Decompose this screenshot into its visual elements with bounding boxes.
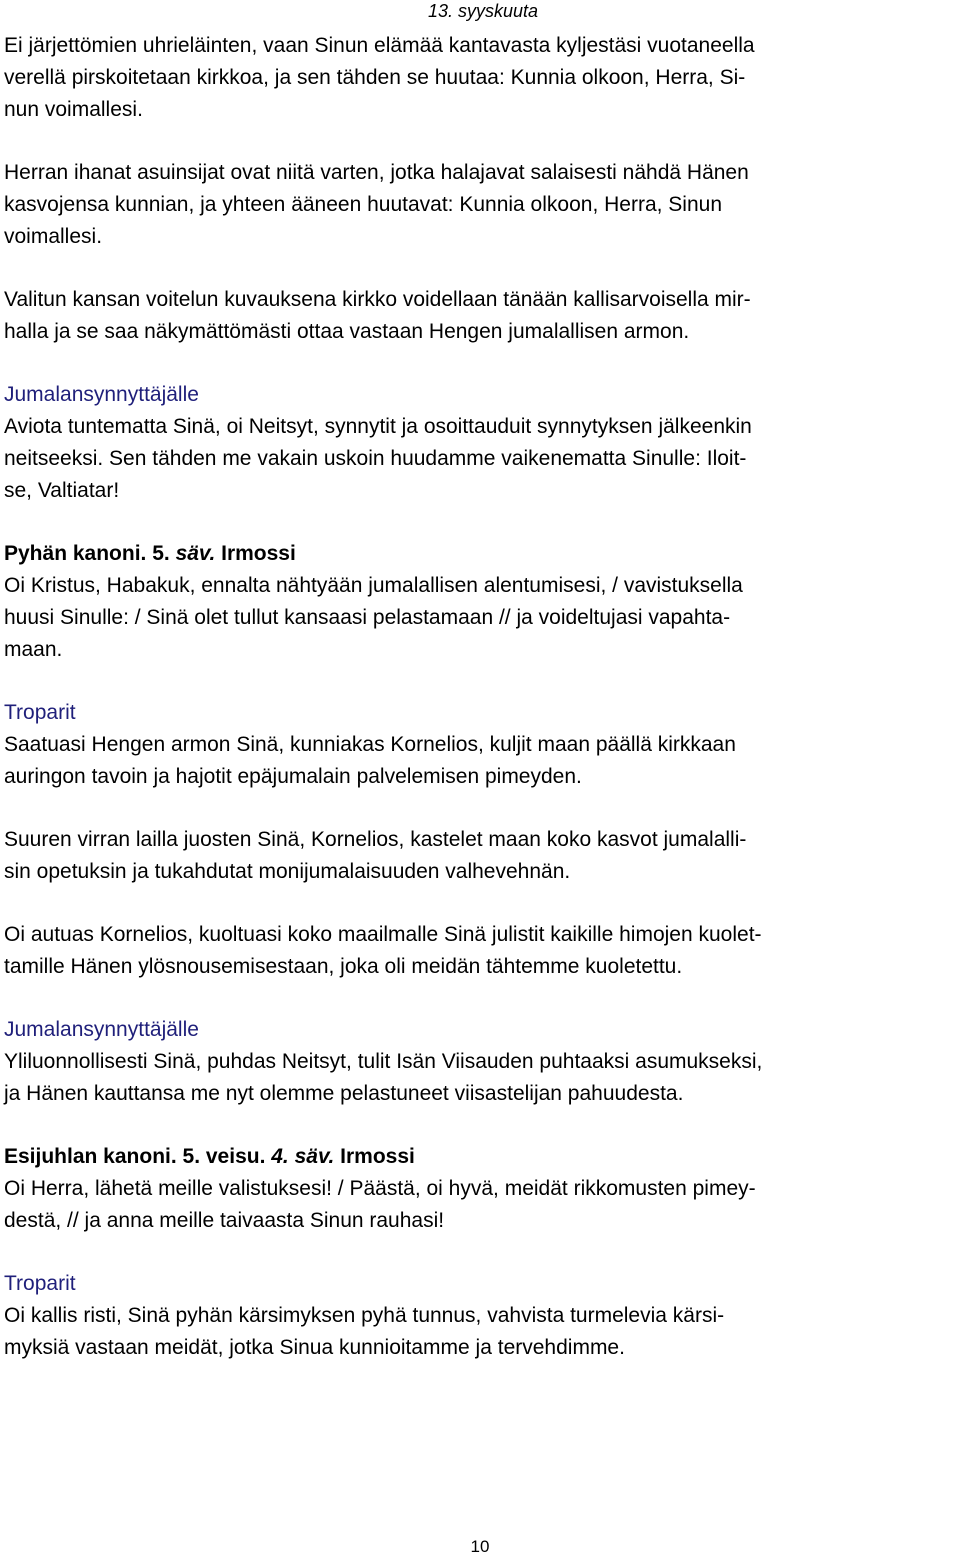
page-header-date: 13. syyskuuta [427,1,538,21]
section-text: Aviota tuntematta Sinä, oi Neitsyt, synnytit ja osoittauduit synnytyksen jälkeenkin neitseeksi. Sen tähden me vakain uskoin huudamme vaikenematta Sinulle: Iloit- se, Valtiatar! [4,415,752,502]
section-troparion-3 [4,919,956,983]
heading-part-2: säv. [175,542,216,565]
section-troparit-2 [4,1268,956,1364]
heading-part-2: 4. säv. [271,1145,335,1168]
section-text: Oi Herra, lähetä meille valistuksesi! / Päästä, oi hyvä, meidät rikkomusten pimey- destä, // ja anna meille taivaasta Sinun rauhasi! [4,1177,756,1232]
heading-part-1: Esijuhlan kanoni. 5. veisu. [4,1145,272,1168]
section-esijuhlan-kanoni [4,1141,956,1237]
section-text: Oi kallis risti, Sinä pyhän kärsimyksen pyhä tunnus, vahvista turmelevia kärsi- myksiä vastaan meidät, jotka Sinua kunnioitamme ja tervehdimme. [4,1304,725,1359]
heading-part-1: Pyhän kanoni. 5. [4,542,176,565]
section-text: Suuren virran lailla juosten Sinä, Kornelios, kastelet maan koko kasvot jumalalli- sin opetuksin ja tukahdutat monijumalaisuuden valhevehnän. [4,828,747,883]
section-heading: Jumalansynnyttäjälle [4,383,199,406]
paragraph-2: Herran ihanat asuinsijat ovat niitä varten, jotka halajavat salaisesti nähdä Hänen kasvojensa kunnian, ja yhteen ääneen huutavat: Kunnia olkoon, Herra, Sinun voimallesi. [4,161,749,248]
section-heading [4,538,956,570]
paragraph-1: Ei järjettömien uhrieläinten, vaan Sinun elämää kantavasta kyljestäsi vuotaneella verellä pirskoitetaan kirkkoa, ja sen tähden se huutaa: Kunnia olkoon, Herra, Si- nun voimallesi. [4,34,755,121]
page-number: 10 [470,1537,490,1556]
document-body [4,30,956,1395]
paragraph-3: Valitun kansan voitelun kuvauksena kirkko voidellaan tänään kallisarvoisella mir- halla ja se saa näkymättömästi ottaa vastaan Hengen jumalallisen armon. [4,288,751,343]
heading-part-3: Irmossi [215,542,296,565]
section-text: Oi Kristus, Habakuk, ennalta nähtyään jumalallisen alentumisesi, / vavistuksella huusi Sinulle: / Sinä olet tullut kansaasi pelastamaan // ja voideltujasi vapahta- maan. [4,574,743,661]
section-jumalansynnyttajalle-1 [4,379,956,507]
section-heading: Troparit [4,701,76,724]
section-troparion-2 [4,824,956,888]
section-text: Oi autuas Kornelios, kuoltuasi koko maailmalle Sinä julistit kaikille himojen kuolet- tamille Hänen ylösnousemisestaan, joka oli meidän tähtemme kuoletettu. [4,923,762,978]
heading-part-3: Irmossi [334,1145,415,1168]
section-jumalansynnyttajalle-2 [4,1014,956,1110]
section-text: Saatuasi Hengen armon Sinä, kunniakas Kornelios, kuljit maan päällä kirkkaan auringon tavoin ja hajotit epäjumalain palvelemisen pimeyden. [4,733,736,788]
section-heading [4,1141,956,1173]
section-pyhan-kanoni [4,538,956,666]
section-heading: Troparit [4,1272,76,1295]
section-text: Yliluonnollisesti Sinä, puhdas Neitsyt, tulit Isän Viisauden puhtaaksi asumukseksi, ja Hänen kauttansa me nyt olemme pelastuneet viisastelijan pahuudesta. [4,1050,763,1105]
section-heading: Jumalansynnyttäjälle [4,1018,199,1041]
section-troparit-1 [4,697,956,793]
